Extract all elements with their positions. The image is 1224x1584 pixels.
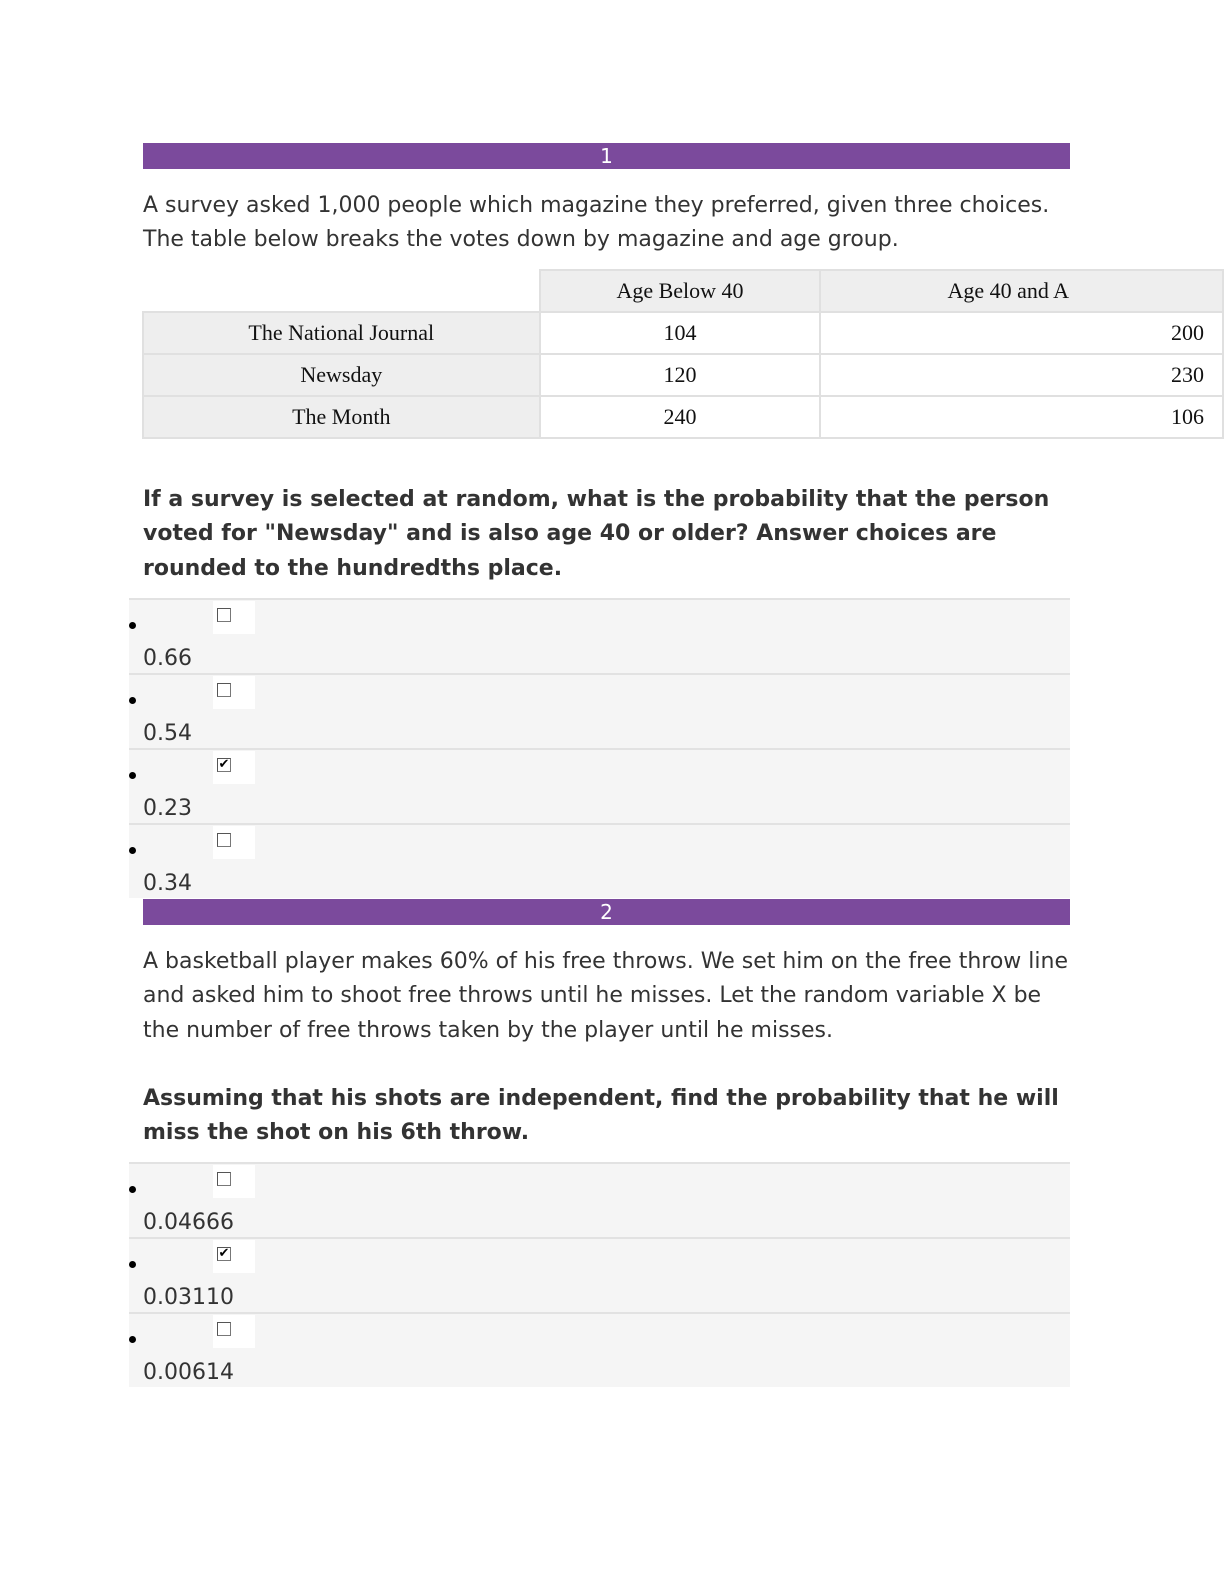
question-1-intro: A survey asked 1,000 people which magazine they preferred, given three choices. The table below breaks the votes down by magazine and age group. (143, 193, 1050, 253)
table-corner-cell (143, 270, 540, 312)
table-row (143, 354, 1223, 396)
question-2-choices (129, 1162, 1070, 1387)
answer-choice-label: 0.03110 (143, 1285, 234, 1310)
answer-choice-label: 0.66 (143, 646, 192, 671)
bullet-icon (129, 622, 136, 629)
answer-checkbox[interactable]: ✔ (218, 1246, 230, 1261)
bullet-icon (129, 1186, 136, 1193)
bullet-icon (129, 847, 136, 854)
question-1-choices (129, 598, 1070, 898)
table-cell: 104 (540, 312, 821, 354)
checkbox-container (213, 1240, 255, 1273)
table-cell: 106 (820, 396, 1223, 438)
answer-choice-label: 0.34 (143, 871, 192, 896)
question-2-intro: A basketball player makes 60% of his free throws. We set him on the free throw line and asked him to shoot free throws until he misses. Let the random variable X be the number of free throws taken by the player until he misses. (143, 949, 1068, 1043)
table-row (143, 396, 1223, 438)
table-row-header: Newsday (143, 354, 540, 396)
answer-checkbox[interactable] (217, 1322, 231, 1336)
answer-checkbox[interactable] (217, 608, 231, 622)
table-cell: 120 (540, 354, 821, 396)
bullet-icon (129, 1261, 136, 1268)
answer-choice[interactable] (129, 1237, 1070, 1312)
table-cell: 230 (820, 354, 1223, 396)
answer-checkbox[interactable] (217, 833, 231, 847)
checkbox-container (213, 676, 255, 709)
table-row (143, 312, 1223, 354)
checkbox-container (213, 826, 255, 859)
table-row-header: The Month (143, 396, 540, 438)
checkbox-container (213, 1315, 255, 1348)
table-column-header: Age Below 40 (540, 270, 821, 312)
table-header-row (143, 270, 1223, 312)
checkbox-container (213, 1165, 255, 1198)
bullet-icon (129, 772, 136, 779)
answer-choice[interactable] (129, 823, 1070, 898)
bullet-icon (129, 697, 136, 704)
checkbox-container (213, 601, 255, 634)
table-cell: 200 (820, 312, 1223, 354)
answer-choice[interactable] (129, 673, 1070, 748)
question-2-prompt: Assuming that his shots are independent, find the probability that he will miss the shot on his 6th throw. (143, 1086, 1059, 1146)
table-row-header: The National Journal (143, 312, 540, 354)
answer-choice-label: 0.54 (143, 721, 192, 746)
answer-choice[interactable] (129, 1312, 1070, 1387)
question-1-prompt: If a survey is selected at random, what is the probability that the person voted for "Newsday" and is also age 40 or older? Answer choices are rounded to the hundredths place. (143, 487, 1050, 581)
table-column-header: Age 40 and A (820, 270, 1223, 312)
checkbox-container (213, 751, 255, 784)
answer-choice-label: 0.23 (143, 796, 192, 821)
question-2-header: 2 (143, 899, 1070, 925)
question-1-header: 1 (143, 143, 1070, 169)
bullet-icon (129, 1336, 136, 1343)
table-cell: 240 (540, 396, 821, 438)
answer-choice[interactable] (129, 598, 1070, 673)
answer-choice-label: 0.00614 (143, 1360, 234, 1385)
answer-checkbox[interactable] (217, 683, 231, 697)
answer-checkbox[interactable] (217, 1172, 231, 1186)
survey-table (142, 269, 1224, 439)
answer-checkbox[interactable]: ✔ (218, 757, 230, 772)
answer-choice[interactable] (129, 748, 1070, 823)
answer-choice-label: 0.04666 (143, 1210, 234, 1235)
answer-choice[interactable] (129, 1162, 1070, 1237)
